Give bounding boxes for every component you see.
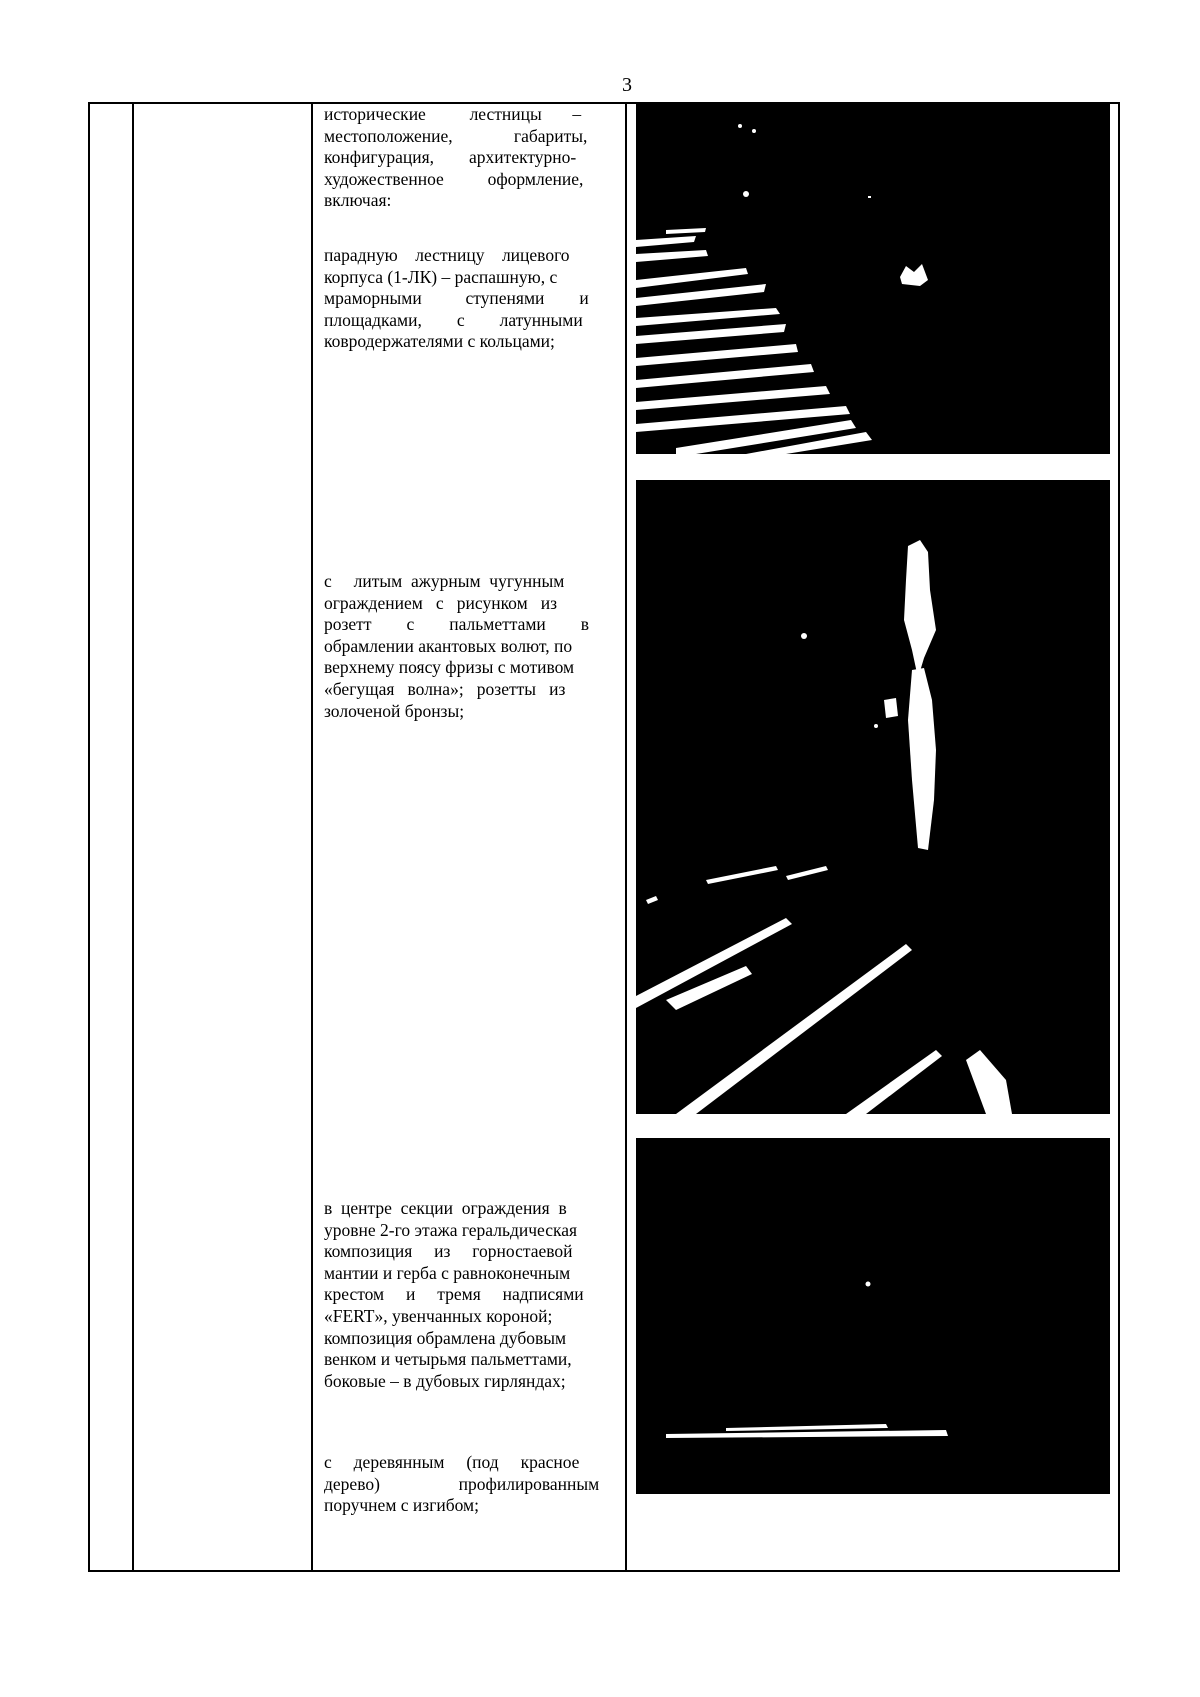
text-line: ковродержателями с кольцами; [324,331,555,352]
text-line: «FERT», увенчанных короной; [324,1305,553,1326]
staircase-steps-photo [636,102,1110,454]
text-line: исторические лестницы – [324,104,582,124]
heraldic-composition-text [324,1198,614,1392]
text-line: обрамлении акантовых волют, по [324,635,573,656]
text-line: парадную лестницу лицевого [324,245,570,265]
text-line: уровне 2-го этажа геральдическая [324,1219,578,1240]
cast-iron-railing-image [636,480,1110,1114]
text-line: крестом и тремя надписями [324,1284,584,1305]
text-line: с деревянным (под красное [324,1452,580,1472]
text-line: «бегущая волна»; розетты из [324,678,566,699]
text-line: с литым ажурным чугунным [324,571,565,591]
text-line: композиция из горностаевой [324,1241,573,1262]
text-line: верхнему поясу фризы с мотивом [324,657,575,678]
column-divider-1 [132,102,134,1572]
text-line: площадками, с латунными [324,309,583,330]
handrail-text [324,1452,614,1517]
cast-iron-railing-photo [636,480,1110,1114]
text-line: местоположение, габариты, [324,125,588,146]
staircase-steps-image [636,102,1110,454]
heraldic-composition-image [636,1138,1110,1494]
text-line: венком и четырьмя пальметтами, [324,1349,572,1370]
text-line: мантии и герба с равноконечным [324,1262,571,1283]
heraldic-composition-photo [636,1138,1110,1494]
text-line: боковые – в дубовых гирляндах; [324,1370,566,1391]
text-line: конфигурация, архитектурно- [324,147,577,168]
page-number: 3 [622,74,632,96]
text-line: золоченой бронзы; [324,700,465,721]
text-line: корпуса (1-ЛК) – распашную, с [324,266,558,287]
text-line: художественное оформление, [324,168,584,189]
text-line: мраморными ступенями и [324,288,589,309]
text-line: включая: [324,190,392,211]
column-divider-2 [311,102,313,1572]
text-line: в центре секции ограждения в [324,1198,567,1218]
column-divider-3 [625,102,627,1572]
text-line: ограждением с рисунком из [324,592,558,613]
text-line: поручнем с изгибом; [324,1495,479,1516]
staircase-intro-text [324,104,614,212]
text-line: композиция обрамлена дубовым [324,1327,567,1348]
railing-text [324,571,614,722]
main-staircase-text [324,245,614,353]
text-line: дерево) профилированным [324,1473,600,1494]
text-line: розетт с пальметтами в [324,614,590,635]
